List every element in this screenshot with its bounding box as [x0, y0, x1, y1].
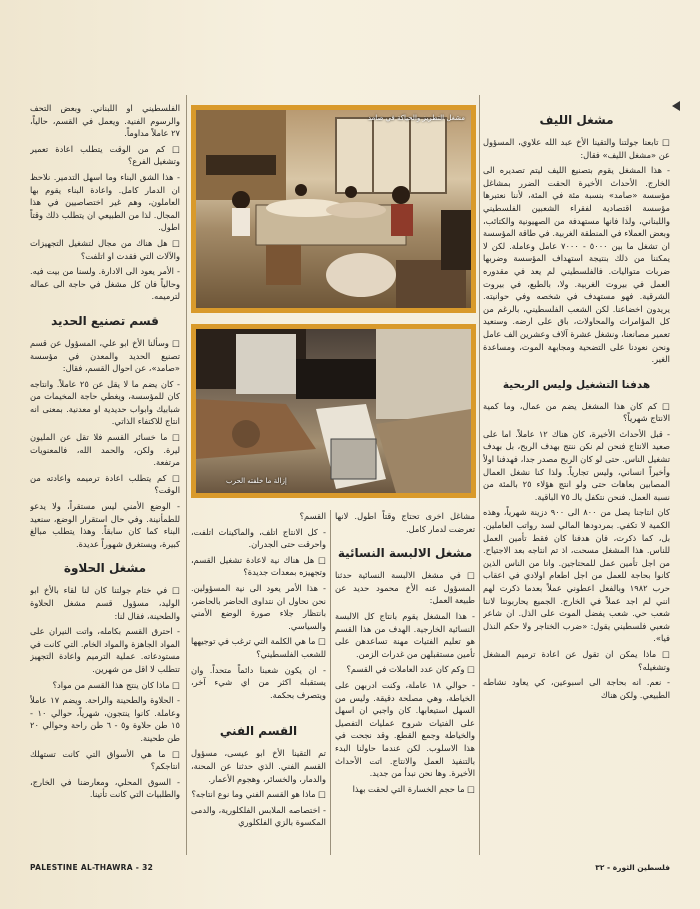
column-divider — [479, 95, 480, 855]
paragraph: - الأمر يعود الى الادارة. ولسنا من بيت فيه. وحالياً فان كل مشغل في حاجة الى عماله لترميمه. — [30, 266, 180, 302]
paragraph: □ وكم كان عدد العاملات في القسم؟ — [346, 664, 475, 675]
paragraph: □ ما حجم الخسارة التي لحقت بهذا — [352, 783, 475, 794]
footer-left: PALESTINE AL-THAWRA - 32 — [30, 863, 154, 872]
paragraph: - هذا المشغل يقوم بانتاج كل الالبسة النسائية الخارجية. الهدف من هذا القسم هو تعليم الفتيات مهنة تساعدهن على تأمين مستقبلهن من غدرات الزمن. — [335, 610, 475, 659]
paragraph: - هذا المشغل يقوم بتصنيع الليف ليتم تصديره الى الخارج. الأحداث الأخيرة الحقت الضرر بمشاغل مؤسسة «صامد» بنسبة مئة في المئة، لأننا نعتبرها مؤسسة اقتصادية لفقراء الشعبين الفلسطيني واللبناني، ولذا فانها مستهدفة من الصهيونية والكتائب، وبعض العملاء في المنطقة الغربية. في طاقة المؤسسة ان تشغل ما بين ٥٠٠٠ - ٧٠٠٠ عامل وعاملة. لكن لا يمكننا من ذلك بنتيجة استهداف المؤسسة وضربها ضربات متواليات. فالفلسطيني لم يعد في مقدوره العمل في بيروت الغربية. ولا، بالطبع، في بيروت الشرقية. فهو مستهدف في شخصه وفي حوانيته. يريدون اخضاعنا. لكن الشعب الفلسطيني، بالرغم من كل المؤامرات والمحاولات، باق على ارضه. وسنعيد تعمير مصانعنا، ونشغل عشرة آلاف وعشرين الف عامل ونحن نعودنا على التضحية ومجابهة الموت، ومساعدة الغير. — [483, 165, 670, 365]
paragraph: - هذا الأمر يعود الى نية المسؤولين. نحن نحاول ان نتداوى الحاضر بالحاضر، بانتظار جلاء صورة الوضع الأمني والسياسي. — [191, 582, 326, 631]
paragraph: القسم؟ — [299, 511, 326, 521]
section-arrow-icon — [672, 101, 680, 111]
paragraph: كان انتاجنا يصل من ٨٠٠ الى ٩٠٠ دزينة شهرياً، وهذه الكمية لا تكفي. بمردودها المالي لسد رواتب العاملين. بل، كما ذكرت، فان هدفنا كان فقط تأمين العمل للناس. هذا المشغل مسحت، اذ تم انتاجه بعد الاجتياح. من اجل تأمين عمل للمحتاجين. وانا من الناس الذين كانوا بحاجة للعمل من اجل اطعام اولادي في اعقاب حرب ١٩٨٢ وبالفعل اعطوني عملاً بعدما ذكرت لهم انني لم اجد عملاً في الخارج. الجميع يحاربوننا لاننا شعب حي. شعب يفضل الموت على الذل. ان شاعر شعبي فلسطيني يقول: «ضرب الخناجر ولا حكم النذل فيا». — [483, 507, 670, 644]
paragraph: - السوق المحلي، ومعارضنا في الخارج، والطلبيات التي كانت تأتينا. — [30, 776, 180, 800]
paragraph: - اختصاصه الملابس الفلكلورية، والدمى المكسوة بالزي الفلكلوري — [191, 804, 326, 828]
paragraph: □ كم كان هذا المشغل يضم من عمال، وما كمية الانتاج شهرياً؟ — [483, 400, 670, 424]
paragraph: □ ما هي الأسواق التي كانت تستهلك انتاجكم؟ — [30, 748, 180, 772]
paragraph: - كان يضم ما لا يقل عن ٢٥ عاملاً. وانتاجه كان للمؤسسة، ويغطي حاجة المخيمات من شبابيك وابواب حديدية او معدنية. بمعنى انه انتاج للاكتفاء الذاتي. — [30, 378, 180, 427]
column-2 — [335, 510, 475, 855]
damage-scene-illustration — [196, 329, 471, 493]
sewing-scene-illustration — [196, 110, 471, 308]
paragraph: الفلسطيني او اللبناني. وبعض التحف والرسوم الفنية. ويعمل في القسم، حالياً، ٢٧ عاملاً مداوماً. — [30, 103, 180, 139]
subtitle-employment: هدفنا التشغيل وليس الربحية — [502, 378, 651, 391]
paragraph: - هذا الشق البناء وما اسهل التدمير. نلاحظ ان الدمار كامل. واعادة البناء يقوم بها العاملون، وهم غير اختصاصيين في هذا المجال. لذا من الطبيعي ان يتطلب ذلك وقتاً اطول. — [30, 171, 180, 233]
column-1 — [483, 102, 670, 854]
paragraph: □ كم من الوقت يتطلب اعادة تعمير وتشغيل الفرع؟ — [30, 143, 180, 167]
paragraph: - نعم. انه بحاجة الى اسبوعين، كي يعاود نشاطه الطبيعي. ولكن هناك — [483, 677, 670, 700]
paragraph: □ في مشغل الالبسة النسائية حدثنا المسؤول عنه الأخ محمود حديد عن طبيعة العمل: — [335, 570, 475, 606]
paragraph: - ان يكون شعبنا دائماً متحداً. وان يستقبله اكثر من اي شيء آخر، ويتصرف بحكمة. — [191, 664, 326, 700]
paragraph: □ تابعنا جولتنا والتقينا الأخ عبد الله علاوي، المسؤول عن «مشغل الليف» فقال: — [483, 137, 670, 160]
column-divider — [186, 95, 187, 855]
paragraph: - احترق القسم بكامله، واتت النيران على المواد الجاهزة والمواد الخام. التي كانت في مستودعاته. عملية الترميم واعادة التجهيز تتطلب لا اقل من شهرين. — [30, 626, 180, 674]
paragraph: - كل الانتاج اتلف، والماكينات اتلفت، واحرقت حتى الجدران. — [191, 526, 326, 550]
paragraph: □ ماذا هو القسم الفني وما نوع انتاجه؟ — [191, 789, 326, 800]
section-title-fiber: مشغل الليف — [539, 113, 614, 127]
paragraph: □ ماذا يمكن ان تقول عن اعادة ترميم المشغل وتشغيله؟ — [483, 648, 670, 672]
paragraph: □ في ختام جولتنا كان لنا لقاء بالأخ ابو الوليد، مسؤول قسم مشغل الحلاوة والطحينة، فقال لنا: — [30, 585, 180, 621]
paragraph: مشاغل اخرى تحتاج وقتاً اطول. لانها تعرضت لدمار كامل. — [335, 511, 475, 534]
section-title-iron: قسم تصنيع الحديد — [51, 313, 159, 328]
footer-right: فلسطين الثورة - ٣٢ — [595, 863, 670, 872]
paragraph: □ كم يتطلب اعادة ترميمه واعادته من الوقت؟ — [30, 472, 180, 496]
paragraph: □ ماذا كان ينتج هذا القسم من مواد؟ — [52, 679, 180, 690]
paragraph: □ وسألنا الأخ ابو علي، المسؤول عن قسم تصنيع الحديد والمعدن في مؤسسة «صامد»، عن احوال القسم، فقال: — [30, 337, 180, 374]
photo-caption-bottom: إزالة ما خلفته الحرب — [226, 477, 287, 485]
photo-sewing-workshop — [191, 105, 476, 313]
column-divider — [330, 510, 331, 855]
section-title-art-dept: القسم الفني — [219, 724, 298, 739]
photo-caption-top: مشغل التطريز والحياكة في صامد — [367, 114, 465, 122]
paragraph: □ هل هناك نية لاعادة تشغيل القسم، وتجهيزه بمعدات جديدة؟ — [191, 554, 326, 578]
photo-war-damage — [191, 324, 476, 498]
paragraph: - حوالي ١٨ عاملة، وكنت ادربهن على الخياطة، وهي مصلحة دقيقة. وليس من السهل استيعابها. كان واجبي ان اسهل على الفتيات شروح عمليات التفصيل والخياطة وجمع القطع. وقد نجحت في هذا الاسلوب. لكن عندما حاولنا البدء بالتنفيذ العمل والانتاج. اتت الأحداث الأخيرة. وها نحن نبدأ من جديد. — [335, 679, 475, 779]
paragraph: □ ما خسائر القسم فلا تقل عن المليون ليرة. ولكن، والحمد الله، فالمعنويات مرتفعة. — [30, 432, 180, 468]
paragraph: □ هل هناك من مجال لتشغيل التجهيزات والآلات التي فقدت او اتلفت؟ — [30, 237, 180, 261]
column-4 — [30, 102, 180, 854]
paragraph: □ ما هي الكلمة التي ترغب في توجيهها للشعب الفلسطيني؟ — [191, 636, 326, 659]
section-title-halva: مشغل الحلاوة — [63, 561, 147, 576]
paragraph: - الوضع الأمني ليس مستقراً، ولا يدعو للطمأنينة. وفي حال استقرار الوضع، سنعيد البناء كما كان سابقاً. وهذا يتطلب مبالغ كبيرة، ويستغرق شهوراً عديدة. — [30, 501, 180, 549]
paragraph: - الحلاوة والطحينة والراحة. ويضم ١٧ عاملاً وعاملة. كانوا ينتجون، شهرياً، حوالي ١٠ - ١٥ طن حلاوة و٥ - ٦ طن راحة وحوالي ٢٠ طن طحينة. — [30, 695, 180, 743]
column-3 — [191, 510, 326, 855]
paragraph: - قبل الأحداث الأخيرة، كان هناك ١٢ عاملاً. اما على صعيد الانتاج فنحن لم نكن ننتج بهدف الربح، بل بهدف تشغيل الناس. حتى لو كان الربح مصدر جدا، فهدفنا اولاً وأخيراً انساني، وليس تجارياً. ولذا كنا نشغل العمال المصابين بعاهات حتى ولو انتج هؤلاء ٢٥ بالمئة من نسبة العمل. فنحن نتكفل بالـ ٧٥ الباقية. — [483, 428, 670, 502]
paragraph: تم التقينا الأخ ابو عيسى، مسؤول القسم الفني. الذي حدثنا عن المحنة، والدمار، والخسائر، وهجوم الأعمار. — [191, 748, 326, 784]
section-title-womens-clothing: مشغل الالبسة النسائية — [337, 546, 473, 561]
